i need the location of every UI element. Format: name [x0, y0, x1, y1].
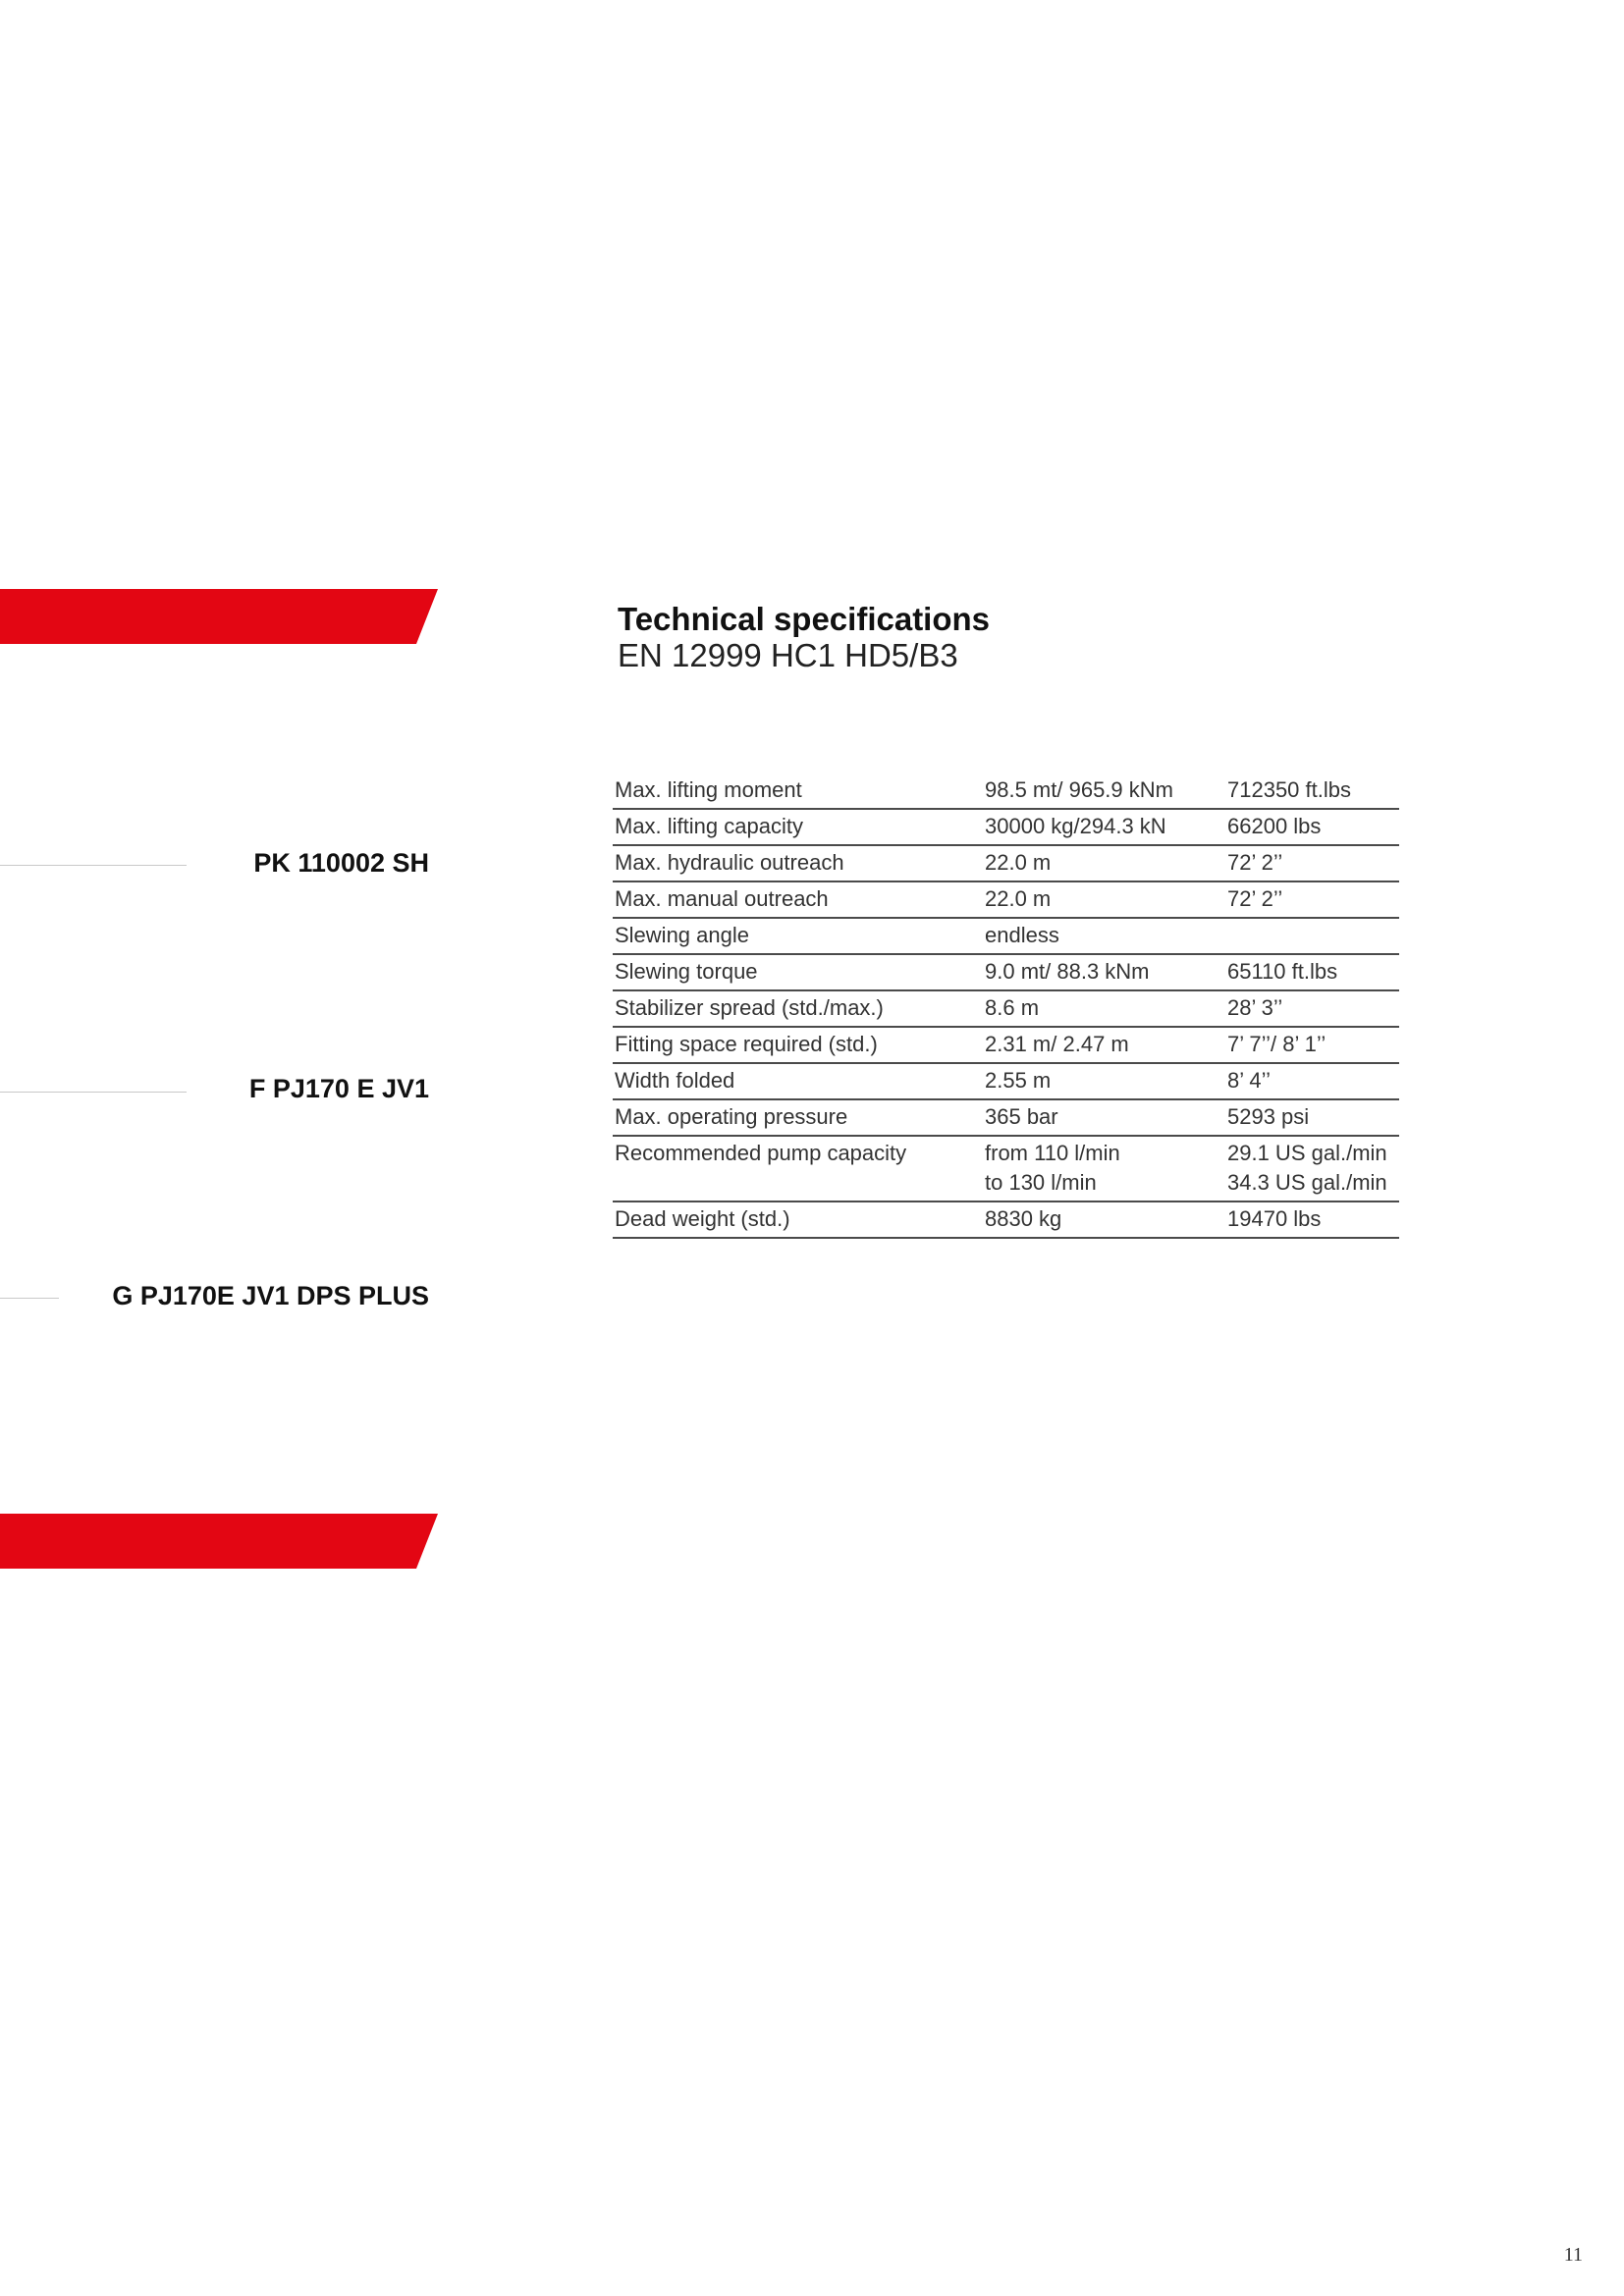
model-name: F PJ170 E JV1 — [248, 1074, 429, 1103]
spec-imperial-value-cell — [1225, 954, 1399, 990]
spec-metric-value-cell — [983, 1063, 1225, 1099]
spec-row — [613, 1027, 1399, 1063]
model-divider-line — [0, 1298, 59, 1299]
spec-imperial-value-cell — [1225, 1027, 1399, 1063]
spec-row — [613, 809, 1399, 845]
spec-metric-value-cell — [983, 918, 1225, 954]
spec-imperial-value-cell — [1225, 990, 1399, 1027]
spec-imperial-value: 66200 lbs — [1227, 814, 1322, 838]
spec-imperial-value: 19470 lbs — [1227, 1206, 1322, 1231]
spec-metric-value: 8830 kg — [985, 1206, 1062, 1231]
spec-row — [613, 775, 1399, 809]
spec-imperial-value: 72’ 2’’ — [1227, 886, 1283, 911]
model-divider-line — [0, 1092, 187, 1093]
spec-imperial-value: 5293 psi — [1227, 1104, 1310, 1129]
spec-metric-value-cell — [983, 1136, 1225, 1201]
spec-row — [613, 954, 1399, 990]
spec-metric-value: to 130 l/min — [985, 1170, 1097, 1195]
heading-title: Technical specifications — [618, 601, 991, 637]
spec-metric-value-cell — [983, 845, 1225, 881]
page-number: 11 — [1563, 2244, 1583, 2266]
spec-imperial-value-cell — [1225, 845, 1399, 881]
spec-imperial-value: 29.1 US gal./min — [1227, 1141, 1387, 1165]
spec-label: Width folded — [613, 1063, 983, 1099]
spec-row — [613, 1136, 1399, 1201]
spec-imperial-value: 28’ 3’’ — [1227, 995, 1283, 1020]
spec-row — [613, 1099, 1399, 1136]
spec-imperial-value: 8’ 4’’ — [1227, 1068, 1272, 1093]
red-accent-band-bottom — [0, 1514, 438, 1569]
spec-label: Recommended pump capacity — [613, 1136, 983, 1201]
section-heading — [618, 601, 990, 673]
spec-row — [613, 881, 1399, 918]
spec-imperial-value-cell — [1225, 1201, 1399, 1238]
spec-metric-value: 365 bar — [985, 1104, 1058, 1129]
spec-label: Dead weight (std.) — [613, 1201, 983, 1238]
spec-metric-value: 2.31 m/ 2.47 m — [985, 1032, 1129, 1056]
spec-label: Slewing angle — [613, 918, 983, 954]
spec-imperial-value: 7’ 7’’/ 8’ 1’’ — [1227, 1032, 1326, 1056]
spec-metric-value: 2.55 m — [985, 1068, 1052, 1093]
spec-imperial-value: 65110 ft.lbs — [1227, 959, 1338, 984]
spec-metric-value-cell — [983, 809, 1225, 845]
spec-label: Max. operating pressure — [613, 1099, 983, 1136]
model-divider-line — [0, 865, 187, 866]
spec-label: Fitting space required (std.) — [613, 1027, 983, 1063]
spec-label: Max. lifting capacity — [613, 809, 983, 845]
spec-metric-value: 9.0 mt/ 88.3 kNm — [985, 959, 1150, 984]
spec-row — [613, 918, 1399, 954]
spec-metric-value: 22.0 m — [985, 850, 1052, 875]
spec-row — [613, 1201, 1399, 1238]
spec-metric-value: 30000 kg/294.3 kN — [985, 814, 1166, 838]
spec-metric-value-cell — [983, 1201, 1225, 1238]
spec-imperial-value-cell — [1225, 1136, 1399, 1201]
spec-metric-value: 22.0 m — [985, 886, 1052, 911]
spec-metric-value-cell — [983, 1027, 1225, 1063]
spec-label: Slewing torque — [613, 954, 983, 990]
spec-metric-value-cell — [983, 1099, 1225, 1136]
red-accent-band-top — [0, 589, 438, 644]
spec-row — [613, 845, 1399, 881]
spec-metric-value-cell — [983, 990, 1225, 1027]
spec-metric-value-cell — [983, 954, 1225, 990]
specifications-table — [613, 775, 1399, 1239]
spec-metric-value: endless — [985, 923, 1059, 947]
model-name: G PJ170E JV1 DPS PLUS — [112, 1281, 429, 1310]
spec-label: Max. hydraulic outreach — [613, 845, 983, 881]
spec-imperial-value-cell — [1225, 775, 1399, 809]
spec-imperial-value: 34.3 US gal./min — [1227, 1170, 1387, 1195]
heading-subtitle: EN 12999 HC1 HD5/B3 — [618, 637, 958, 673]
spec-imperial-value: 712350 ft.lbs — [1227, 777, 1351, 802]
spec-metric-value: 98.5 mt/ 965.9 kNm — [985, 777, 1173, 802]
spec-imperial-value-cell — [1225, 881, 1399, 918]
model-name: PK 110002 SH — [253, 848, 429, 878]
spec-metric-value-cell — [983, 775, 1225, 809]
spec-metric-value: 8.6 m — [985, 995, 1040, 1020]
spec-label: Max. manual outreach — [613, 881, 983, 918]
spec-row — [613, 1063, 1399, 1099]
spec-label: Max. lifting moment — [613, 775, 983, 809]
spec-metric-value-cell — [983, 881, 1225, 918]
spec-imperial-value: 72’ 2’’ — [1227, 850, 1283, 875]
spec-imperial-value-cell — [1225, 918, 1399, 954]
spec-row — [613, 990, 1399, 1027]
spec-metric-value: from 110 l/min — [985, 1141, 1120, 1165]
spec-imperial-value-cell — [1225, 809, 1399, 845]
spec-imperial-value-cell — [1225, 1063, 1399, 1099]
spec-imperial-value-cell — [1225, 1099, 1399, 1136]
spec-label: Stabilizer spread (std./max.) — [613, 990, 983, 1027]
